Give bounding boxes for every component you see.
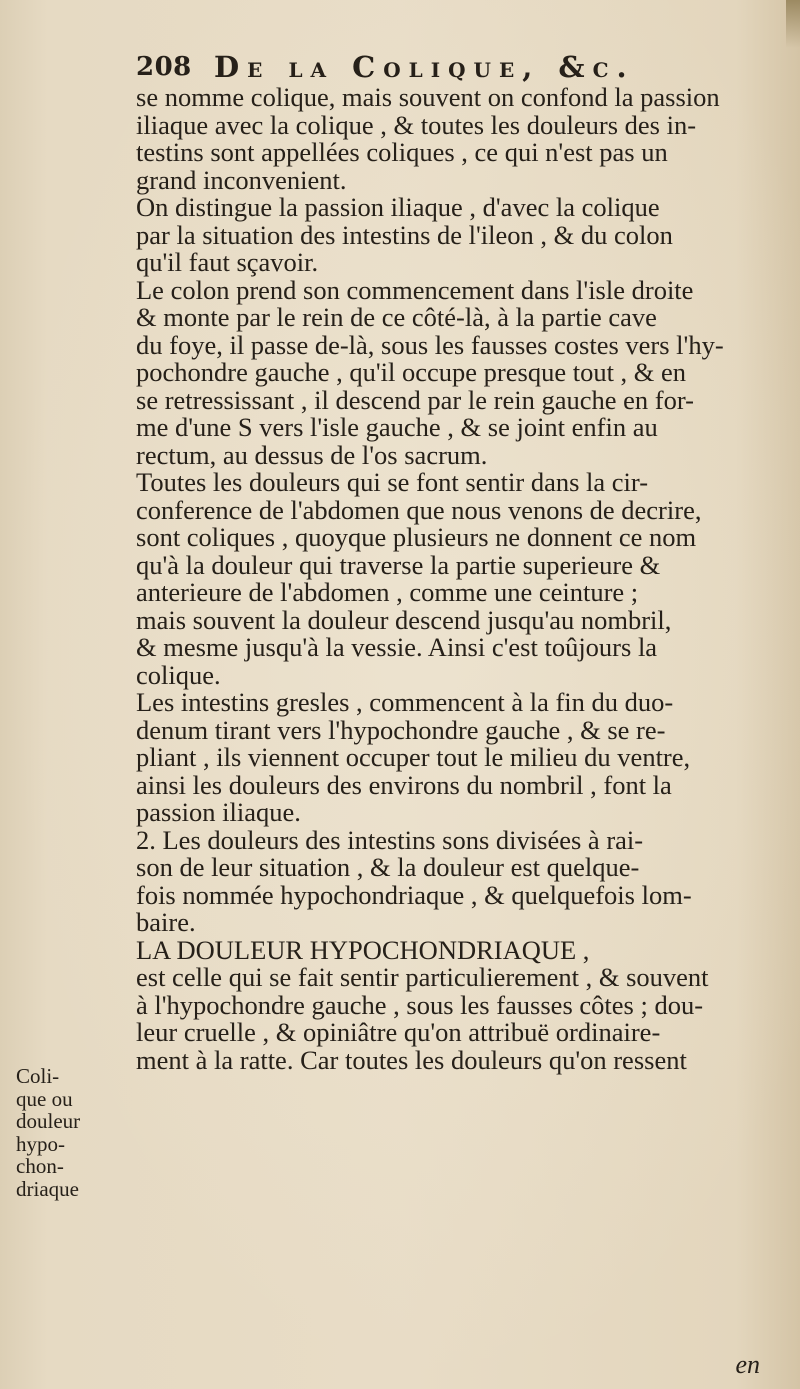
text-line: iliaque avec la colique , & toutes les douleurs des in-	[136, 109, 697, 140]
margin-note	[16, 1065, 128, 1200]
text-line: ment à la ratte. Car toutes les douleurs qu'on ressent	[136, 1044, 687, 1075]
text-line: se nomme colique, mais souvent on confond la passion	[136, 82, 720, 112]
text-line: Le colon prend son commencement dans l'isle droite	[136, 274, 694, 305]
margin-note-line: douleur	[16, 1109, 81, 1133]
text-line: Les intestins gresles , commencent à la fin du duo-	[136, 687, 674, 717]
text-line: 2. Les douleurs des intestins sons divisées à rai-	[136, 824, 644, 855]
catchword: en	[735, 1350, 760, 1379]
page-number: 208	[136, 52, 192, 82]
text-line: colique.	[136, 659, 221, 690]
text-line: mais souvent la douleur descend jusqu'au nombril,	[136, 604, 672, 635]
margin-note-line: hypo-	[16, 1131, 65, 1156]
text-line: pochondre gauche , qu'il occupe presque tout , & en	[136, 357, 687, 387]
margin-note-line: chon-	[16, 1154, 64, 1178]
text-line: leur cruelle , & opiniâtre qu'on attribuë ordinaire-	[136, 1017, 661, 1047]
text-line: & monte par le rein de ce côté-là, à la partie cave	[136, 302, 657, 332]
text-line: du foye, il passe de-là, sous les fausses costes vers l'hy-	[136, 329, 724, 360]
text-line: se retressissant , il descend par le rein gauche en for-	[136, 384, 694, 415]
margin-note-line: que ou	[16, 1086, 73, 1111]
text-line: est celle qui se fait sentir particulierement , & souvent	[136, 962, 709, 992]
text-line: passion iliaque.	[136, 797, 301, 827]
text-line: me d'une S vers l'isle gauche , & se joint enfin au	[136, 412, 658, 442]
text-line: fois nommée hypochondriaque , & quelquefois lom-	[136, 879, 692, 910]
margin-note-line: Coli-	[16, 1064, 60, 1088]
body-text	[136, 84, 776, 1074]
text-line: denum tirant vers l'hypochondre gauche , & se re-	[136, 714, 666, 745]
text-line: testins sont appellées coliques , ce qui n'est pas un	[136, 137, 668, 167]
text-line: ainsi les douleurs des environs du nombril , font la	[136, 769, 672, 800]
text-line: qu'à la douleur qui traverse la partie superieure &	[136, 549, 661, 580]
text-line: grand inconvenient.	[136, 164, 347, 195]
text-line: conference de l'abdomen que nous venons de decrire,	[136, 494, 702, 525]
text-line: pliant , ils viennent occuper tout le milieu du ventre,	[136, 742, 691, 772]
text-line: Toutes les douleurs qui se font sentir dans la cir-	[136, 467, 649, 497]
text-line: à l'hypochondre gauche , sous les fausses côtes ; dou-	[136, 989, 704, 1020]
text-line: sont coliques , quoyque plusieurs ne donnent ce nom	[136, 522, 697, 552]
running-head: De la Colique, &c.	[214, 50, 635, 84]
page-edge-stain	[786, 0, 800, 48]
margin-note-line: driaque	[16, 1176, 79, 1201]
text-line: par la situation des intestins de l'ileon , & du colon	[136, 219, 673, 250]
text-line: anterieure de l'abdomen , comme une ceinture ;	[136, 577, 639, 607]
text-line: baire.	[136, 907, 196, 937]
text-line: qu'il faut sçavoir.	[136, 247, 319, 277]
text-line: LA DOULEUR HYPOCHONDRIAQUE ,	[136, 934, 590, 965]
text-line: rectum, au dessus de l'os sacrum.	[136, 439, 488, 470]
text-line: On distingue la passion iliaque , d'avec la colique	[136, 192, 660, 222]
text-line: & mesme jusqu'à la vessie. Ainsi c'est toûjours la	[136, 632, 658, 662]
text-line: son de leur situation , & la douleur est quelque-	[136, 852, 640, 882]
